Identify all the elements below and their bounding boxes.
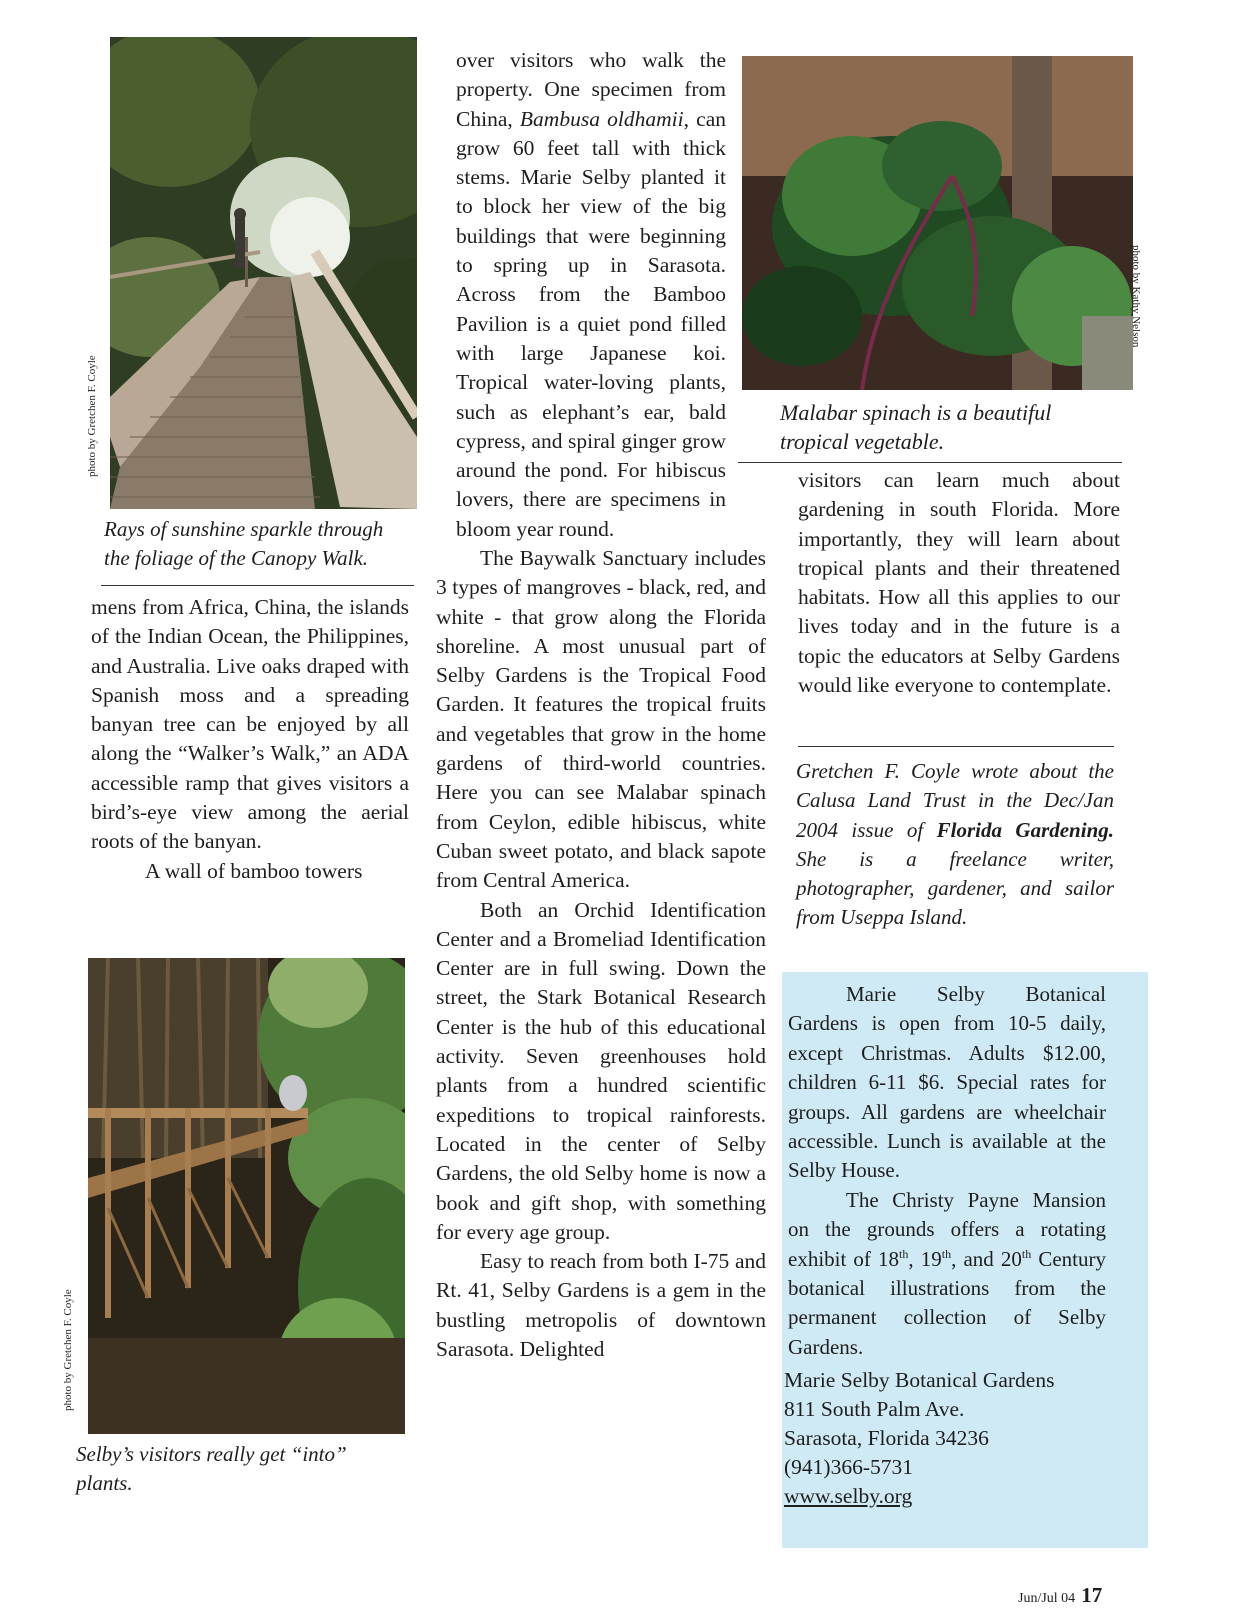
page-number: 17 bbox=[1081, 1583, 1103, 1607]
column-2-paragraph-1 bbox=[456, 46, 726, 544]
page-folio bbox=[1018, 1583, 1102, 1608]
visitor-info-hours: Marie Selby Botanical Gardens is open from 10-5 daily, except Christmas. Adults $12.00, children 6-11 $6. Special rates for groups. All gardens are wheelchair accessible. Lunch is available at the Selby House. bbox=[788, 982, 1106, 1183]
column-2-paragraph-1-a: over visitors who walk the property. One specimen from China, bbox=[456, 48, 726, 131]
canopy-photo-caption bbox=[104, 515, 424, 573]
visitors-caption-line-1: Selby’s visitors really get “into” bbox=[76, 1442, 347, 1466]
exhibit-text-c: , and 20 bbox=[951, 1246, 1022, 1271]
author-bio-paragraph bbox=[796, 757, 1114, 933]
author-bio-b: She is a freelance writer, photographer, gardener, and sailor from Useppa Island. bbox=[796, 846, 1114, 930]
canopy-walk-image bbox=[110, 37, 417, 509]
malabar-spinach-photo bbox=[742, 56, 1133, 390]
column-2-paragraph-3: Both an Orchid Identification Center and a Bromeliad Identification Center are in full swing. Down the street, the Stark Botanical Research Center is the hub of this educational activity. Seven greenhouses hold plants from a hundred scientific expeditions to tropical rainforests. Located in the center of Selby Gardens, the old Selby home is now a book and gift shop, with something for every age group. bbox=[436, 897, 766, 1244]
visitors-boardwalk-image bbox=[88, 958, 405, 1434]
column-2-upper-text bbox=[456, 46, 726, 544]
malabar-spinach-image bbox=[742, 56, 1133, 390]
column-2-paragraph-2: The Baywalk Sanctuary includes 3 types of mangroves - black, red, and white - that grow along the Florida shoreline. A most unusual part of Selby Gardens is the Tropical Food Garden. It features the tropical fruits and vegetables that grow in the home gardens of third-world countries. Here you can see Malabar spinach from Ceylon, edible hibiscus, white Cuban sweet potato, and black sapote from Central America. bbox=[436, 546, 766, 893]
exhibit-sup-3: th bbox=[1021, 1246, 1032, 1261]
exhibit-sup-1: th bbox=[899, 1246, 909, 1261]
canopy-caption-rule bbox=[101, 585, 414, 586]
visitors-boardwalk-photo bbox=[88, 958, 405, 1434]
column-2-paragraph-1-b: , can grow 60 feet tall with thick stems. Marie Selby planted it to block her view of the big buildings that were beginning to spring up in Sarasota. Across from the Bamboo Pavilion is a quiet pond filled with large Japanese koi. Tropical water-loving plants, such as elephant’s ear, bald cypress, and spiral ginger grow around the pond. For hibiscus lovers, there are specimens in bloom year round. bbox=[456, 106, 726, 541]
spinach-caption-line-1: Malabar spinach is a beautiful bbox=[780, 400, 1052, 425]
exhibit-sup-2: th bbox=[941, 1246, 952, 1261]
canopy-photo-credit: photo by Gretchen F. Coyle bbox=[86, 355, 98, 477]
garden-address bbox=[784, 1366, 1054, 1511]
issue-date: Jun/Jul 04 bbox=[1018, 1591, 1076, 1606]
spinach-caption-rule bbox=[738, 462, 1122, 463]
exhibit-text-d: Century botanical illustrations from the permanent collection of Selby Gardens. bbox=[788, 1246, 1106, 1359]
visitor-info-text bbox=[788, 980, 1106, 1362]
exhibit-text-a: The Christy Payne Mansion on the grounds offers a rotating exhibit of 18 bbox=[788, 1187, 1106, 1271]
magazine-name: Florida Gardening. bbox=[936, 817, 1115, 842]
column-1-paragraph-2: A wall of bamboo towers bbox=[145, 858, 363, 883]
address-street: 811 South Palm Ave. bbox=[784, 1397, 965, 1421]
author-bio-a: Gretchen F. Coyle wrote about the Calusa Land Trust in the Dec/Jan 2004 issue of bbox=[796, 759, 1114, 842]
column-1-paragraph-1: mens from Africa, China, the islands of the Indian Ocean, the Philippines, and Australia. Live oaks draped with Spanish moss and a spreading banyan tree can be enjoyed by all along the “Walker’s Walk,” an ADA accessible ramp that gives visitors a bird’s-eye view among the aerial roots of the banyan. bbox=[91, 595, 409, 854]
column-1-text bbox=[91, 593, 409, 886]
address-website-link[interactable]: www.selby.org bbox=[784, 1484, 913, 1508]
exhibit-text-b: , 19 bbox=[908, 1246, 942, 1271]
visitor-info-exhibit bbox=[788, 1186, 1106, 1362]
spinach-photo-caption bbox=[780, 398, 1130, 456]
address-name: Marie Selby Botanical Gardens bbox=[784, 1368, 1055, 1392]
spinach-caption-line-2: tropical vegetable. bbox=[780, 429, 945, 454]
visitor-info-box bbox=[782, 972, 1148, 1548]
canopy-caption-line-2: the foliage of the Canopy Walk. bbox=[104, 546, 369, 570]
column-3-text bbox=[798, 466, 1120, 700]
canopy-walk-photo bbox=[110, 37, 417, 509]
canopy-caption-line-1: Rays of sunshine sparkle through bbox=[104, 517, 384, 541]
column-2-paragraph-4: Easy to reach from both I-75 and Rt. 41, Selby Gardens is a gem in the bustling metropolis of downtown Sarasota. Delighted bbox=[436, 1249, 766, 1362]
bamboo-species-name: Bambusa oldhamii bbox=[519, 106, 684, 131]
author-bio bbox=[796, 757, 1114, 933]
column-2-body-lower bbox=[436, 544, 766, 1364]
address-city: Sarasota, Florida 34236 bbox=[784, 1426, 989, 1450]
visitors-caption-line-2: plants. bbox=[76, 1471, 133, 1495]
spinach-photo-credit: photo by Kathy Nelson bbox=[1130, 245, 1142, 348]
visitors-photo-credit: photo by Gretchen F. Coyle bbox=[62, 1289, 74, 1411]
bio-top-rule bbox=[798, 746, 1114, 747]
column-3-paragraph-1: visitors can learn much about gardening in south Florida. More importantly, they will learn about tropical plants and their threatened habitats. How all this applies to our lives today and in the future is a topic the educators at Selby Gardens would like everyone to contemplate. bbox=[798, 468, 1120, 698]
address-phone: (941)366-5731 bbox=[784, 1455, 913, 1479]
visitors-photo-caption bbox=[76, 1440, 406, 1498]
